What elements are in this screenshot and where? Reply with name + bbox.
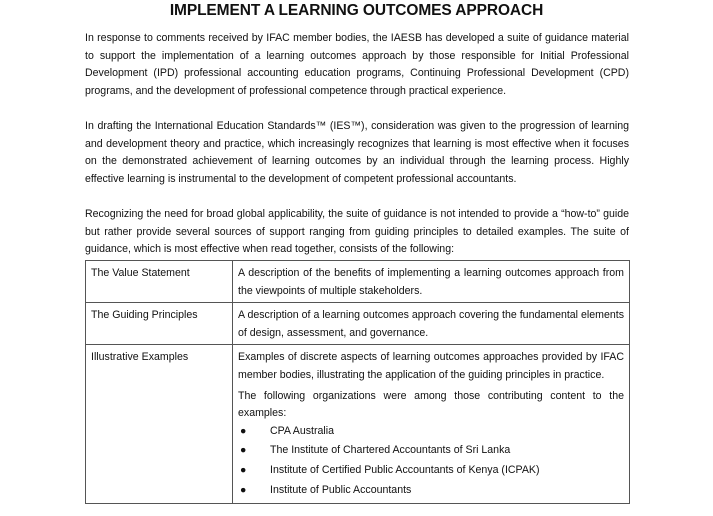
- list-item: [238, 482, 624, 500]
- organization-list: [238, 423, 624, 499]
- guidance-suite-table: [85, 260, 630, 504]
- row-description: Examples of discrete aspects of learning outcomes approaches provided by IFAC member bodies, illustrating the application of the guiding principles in practice.: [238, 351, 624, 381]
- organization-name: The Institute of Chartered Accountants of Sri Lanka: [270, 444, 511, 457]
- drafting-paragraph: In drafting the International Education Standards™ (IES™), consideration was given to the progression of learning and development theory and practice, which increasingly recognizes that learning is most effective when it focuses on the demonstrated achievement of learning outcomes by an individual through the learning process. Highly effective learning is instrumental to the development of competent professional accountants.: [85, 120, 629, 185]
- table-row: [86, 303, 630, 345]
- list-item: [238, 442, 624, 460]
- table-row: [86, 261, 630, 303]
- bullet-icon: ●: [240, 483, 247, 496]
- row-description: A description of a learning outcomes approach covering the fundamental elements of design, assessment, and governance.: [233, 303, 630, 345]
- intro-paragraph: In response to comments received by IFAC member bodies, the IAESB has developed a suite of guidance material to support the implementation of a learning outcomes approach by those responsible for Initial Professional Development (IPD) professional accounting education programs, Continuing Professional Development (CPD) programs, and the development of professional competence through practical experience.: [85, 32, 629, 97]
- bullet-icon: ●: [240, 424, 247, 437]
- list-item: [238, 462, 624, 480]
- row-term: Illustrative Examples: [86, 345, 233, 504]
- row-term: The Value Statement: [86, 261, 233, 303]
- organization-name: Institute of Public Accountants: [270, 483, 412, 496]
- bullet-icon: ●: [240, 463, 247, 476]
- document-title: IMPLEMENT A LEARNING OUTCOMES APPROACH: [169, 2, 544, 19]
- row-term: The Guiding Principles: [86, 303, 233, 345]
- row-description-cell: [233, 345, 630, 504]
- contributors-note: The following organizations were among those contributing content to the examples:: [238, 389, 624, 420]
- organization-name: Institute of Certified Public Accountants of Kenya (ICPAK): [270, 463, 540, 476]
- table-row: [86, 345, 630, 504]
- organization-name: CPA Australia: [270, 424, 334, 437]
- guidance-paragraph: Recognizing the need for broad global applicability, the suite of guidance is not intended to provide a “how-to” guide but rather provide several sources of support ranging from guiding principles to detailed examples. The suite of guidance, which is most effective when read together, consists of the following:: [85, 208, 629, 256]
- row-description: A description of the benefits of implementing a learning outcomes approach from the viewpoints of multiple stakeholders.: [233, 261, 630, 303]
- list-item: [238, 423, 624, 441]
- bullet-icon: ●: [240, 444, 247, 457]
